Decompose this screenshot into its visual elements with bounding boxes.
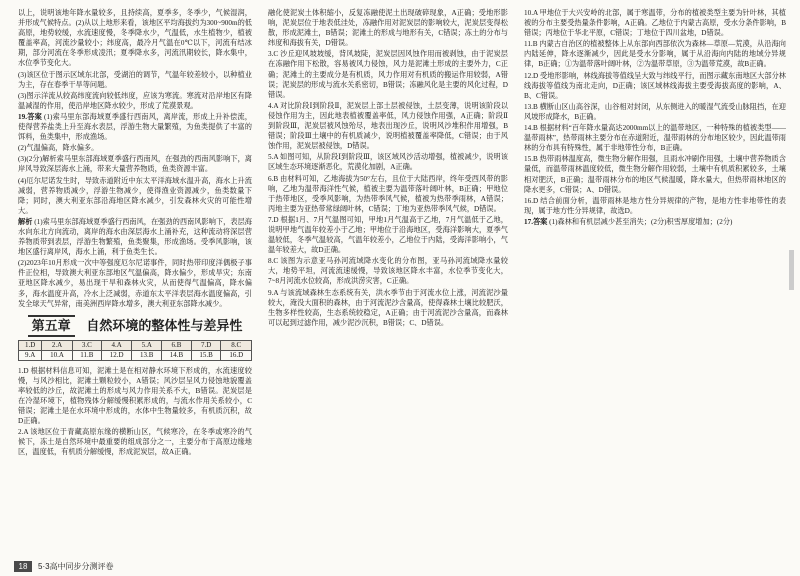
paragraph: (3)(2分)解析索马里东部海域夏季盛行西南风，在强劲的西南风影响下，离岸风导致深层海水上涌，带来大量营养物质，鱼类资源丰富。 [18, 155, 252, 174]
answer-table-row [19, 350, 252, 360]
analysis-label: 解析 [18, 217, 33, 226]
page-number: 18 [14, 561, 32, 572]
chapter-number: 第五章 [28, 315, 75, 337]
answer-cell: 8.C [221, 340, 252, 350]
paragraph: (3)该区位于图示区域东北部，受湖泊的调节，气温年较差较小，以种植业为主，存在春季干旱等问题。 [18, 70, 252, 89]
left-column-paragraphs [18, 8, 252, 111]
paragraph: 2.A 该地区位于青藏高原东缘的横断山区，气候寒冷，在冬季或寒冷的气候下，冻土是自然环境中最重要的组成部分之一，主要分布于高原边缘地区，温度低，有机质分解缓慢，形成泥炭层，故A正确。 [18, 428, 252, 457]
paragraph: 16.D 结合前面分析，温带雨林是地方性分异规律的产物，是地方性非地带性的表现，属于地方性分异规律，故选D。 [524, 196, 786, 215]
paragraph: 4.A 对比阶段Ⅰ到阶段Ⅱ，泥炭层上部土层被侵蚀，土层变薄，说明该阶段以侵蚀作用为主，因此地表植被覆盖率低，风力侵蚀作用强，A正确；阶段Ⅱ到阶段Ⅲ，泥炭层被风蚀殆尽，地表出现沙丘，说明风沙堆积作用增强，B错误；阶段Ⅲ土壤中的有机质减少，说明植被覆盖率降低，C错误；由于风蚀作用，泥炭层被侵蚀，D错误。 [268, 101, 508, 151]
paragraph: 15.B 热带雨林温度高，微生物分解作用强，且雨水冲刷作用强，土壤中营养物质含量低，而温带雨林温度较低，微生物分解作用较弱，土壤中有机质积累较多，土壤相对肥沃，B正确；温带雨林分布的地区气候温暖，降水量大，但热带雨林地区的降水更多，C错误；A、D错误。 [524, 155, 786, 194]
page-footer [0, 558, 800, 576]
paragraph: 8.C 该图为示意亚马孙河流域降水变化的分布图，亚马孙河流域降水量较大，地势平坦，河流流速缓慢，导致该地区降水丰富，水位季节变化大，7~8月河流水位较高，形成洪涝灾害，C正确。 [268, 257, 508, 286]
answer-text: (1)索马里东部海域夏季盛行西南风，离岸流，形成上升补偿流，使得营养盐类上升至海水表层，浮游生物大量繁殖，为鱼类提供了丰富的饵料，鱼类集中，形成渔场。 [18, 112, 252, 142]
answer-cell: 5.A [132, 340, 162, 350]
paragraph: 1.D 根据材料信息可知，泥滩土是在相对静水环境下形成的，水流速度较慢，与风沙相比，泥滩土颗粒较小，A错误；风沙层呈风力侵蚀地貌覆盖率较低的沙丘，故泥滩土的形成与风力作用关系不大，B错误。泥炭层是在冷湿环境下，植物残体分解缓慢积累形成的，与流水作用关系较小，C错误；泥滩土是在水环境中形成的，水体中生物量较多，有机质沉积，故D正确。 [18, 366, 252, 426]
paragraph: 14.B 根据材料“百年降水量高达2000mm以上的温带地区，一种特殊的植被类型——温带雨林”，热带雨林主要分布在赤道附近，温带雨林的分布地区较少，因此温带雨林的分布具有特殊性，属于非地带性分布，B正确。 [524, 124, 786, 153]
answer-table-row [19, 340, 252, 350]
answer-cell: 13.B [132, 350, 162, 360]
paragraph: 10.A 甲地位于大兴安岭的北部，属于寒温带，分布的植被类型主要为针叶林，其植被的分布主要受热量条件影响，A正确。乙地位于内蒙古高原，受水分条件影响，B错误；丙地位于华北平原，C错误；丁地位于四川盆地，D错误。 [524, 9, 786, 38]
paragraph: 5.A 如图可知，从阶段Ⅰ到阶段Ⅲ，该区域风沙活动增强，植被减少，说明该区域生态环境逐渐恶化，荒漠化加剧，A正确。 [268, 153, 508, 172]
answer-label: 19.答案 [18, 112, 42, 121]
paragraph: (2)2023年10月形成一次中等强度厄尔尼诺事件，同时热带印度洋偶极子事件正位相，导致澳大利亚东部地区气温偏高，降水偏少，形成旱灾；东南亚地区降水减少，易出现干旱和森林火灾，从而使得气温偏高，降水偏多，海水温度升高，冷水上泛减弱，赤道东太平洋表层海水温度偏高，引发全球天气异常，南美洲西岸降水增多，澳大利亚东部降水减少。 [18, 259, 252, 308]
answer-cell: 2.A [42, 340, 72, 350]
paragraph: 3.C 沙丘迎风坡坡缓，背风坡陡，泥炭层因风蚀作用而被剥蚀，由于泥炭层在冻融作用下松散，容易被风力侵蚀，风力是泥滩土形成的主要外力，C正确；泥滩土的主要成分是有机质，风力作用对有机质的搬运作用较弱，A错误；泥炭层的形成与流水关系密切，B错误；冻融风化是主要的风化过程，D错误。 [268, 50, 508, 99]
answer-cell: 7.D [191, 340, 221, 350]
paragraph: (2)气温偏高，降水偏多。 [18, 144, 99, 153]
answer-cell: 11.B [72, 350, 101, 360]
paragraph: 以上，说明该地年降水量较多，且持续高，夏季多，冬季少，气候湿润，并形成气候特点。(2)从以上地形来看，该地区平均海拔约为300~900m的低高原，地势较缓，水流速度慢，冬季降水少，气温低，水生植物少，植被覆盖率高，河流沙量较小；纬度高，最冷月气温在0℃以下，河流有结冰期，部分河流在冬季形成凌汛；夏季降水多，河流汛期较长，降水集中，水位季节变化大。 [18, 9, 252, 68]
question-19-answer [18, 112, 252, 142]
paragraph: 7.D 根据1月、7月气温图可知，甲地1月气温高于乙地，7月气温低于乙地，说明甲地气温年较差小于乙地；甲地位于沿海地区，受海洋影响大，夏季气温较低，冬季气温较高，气温年较差小，乙地位于内陆，受海洋影响小，气温年较差大，故D正确。 [268, 215, 508, 255]
answer-cell: 10.A [42, 350, 72, 360]
paragraph: (3)图示洋流从较高纬度流向较低纬度，应该为寒流。寒流对沿岸地区有降温减湿的作用，使沿岸地区降水较少，形成了荒漠景观。 [18, 91, 252, 110]
answer-cell: 9.A [19, 350, 42, 360]
paragraph: 13.B 横断山区山高谷深，山谷相对封闭，从东侧进入的暖湿气流受山脉阻挡，在迎风坡形成降水，B正确。 [524, 102, 786, 121]
answer-cell: 3.C [72, 340, 101, 350]
answer-cell: 12.D [101, 350, 131, 360]
page-edge-marker [789, 250, 794, 290]
series-title: 5·3高中同步分测评卷 [38, 562, 114, 571]
answer-label: 17.答案 [524, 217, 548, 226]
analysis-text: (1)索马里东部海域夏季盛行西南风，在强劲的西南风影响下，表层海水向东北方向流动，离岸的海水由深层海水上涌补充，这种流动将深层营养物质带到表层，浮游生物繁殖，鱼类聚集，形成渔场。受季风影响，该地区盛行离岸风，海水上涌，利于鱼类生长。 [18, 217, 252, 257]
answer-table [18, 340, 252, 361]
right-column [524, 8, 786, 554]
answer-cell: 14.B [162, 350, 192, 360]
analysis-block [18, 217, 252, 257]
answer-text: (1)森林和有机层减少甚至消失；(2分)积雪厚度增加；(2分) [549, 217, 733, 226]
answer-cell: 16.D [221, 350, 252, 360]
chapter-title: 自然环境的整体性与差异性 [86, 317, 243, 333]
question-17-answer [524, 217, 786, 227]
paragraph: 12.D 受地形影响，林线海拔等值线呈大致与纬线平行，而图示藏东南地区大部分林线海拔等值线为南北走向，D正确；该区域林线海拔主要受海拔高度的影响，A、B、C错误。 [524, 71, 786, 100]
paragraph: 9.A 与该流域森林生态系统有关，洪水季节由于河流水位上涨，河流泥沙量较大，淹没大面积的森林，由于河流泥沙含量高，使得森林土壤比较肥沃，生物多样性较高，生态系统较稳定，A正确；由于河流泥沙含量高，而森林可以起到过滤作用，减少泥沙沉积，B错误；C、D错误。 [268, 288, 508, 327]
answer-cell: 4.A [101, 340, 131, 350]
answer-cell: 1.D [19, 340, 42, 350]
paragraph: 6.B 由材料可知，乙地海拔为50°左右，且位于大陆西岸，终年受西风带的影响，乙地为温带海洋性气候，植被主要为温带落叶阔叶林，B正确；甲地位于热带地区，受季风影响，为热带季风气候，植被为热带季雨林，A错误；丙地主要为亚热带常绿阔叶林，C错误；丁地为亚热带季风气候，D错误。 [268, 174, 508, 213]
chapter-heading [18, 315, 252, 337]
paragraph: 融化使泥炭土体积缩小，反复冻融使泥土出现破碎现象，A正确；受地形影响，泥炭层位于地表低洼处，冻融作用对泥炭层的影响较大，泥炭层变得松散，形成泥滩土，B错误；泥滩土的形成与地形有关，C错误；冻土的分布与纬度和海拔有关，D错误。 [268, 9, 508, 48]
middle-column [268, 8, 508, 554]
answer-cell: 6.B [162, 340, 192, 350]
paragraph: (4)厄尔尼诺发生时，导致赤道附近中东太平洋海域水温升高，海水上升流减弱，营养物质减少，浮游生物减少，使得渔业资源减少，鱼类数量下降；同时，澳大利亚东部沿海地区降水减少，引发森林火灾的可能性增大。 [18, 176, 252, 215]
left-column [18, 8, 252, 554]
answer-cell: 15.B [191, 350, 221, 360]
paragraph: 11.B 内蒙古自治区的植被整体上从东部向西部依次为森林—草原—荒漠，从沿海向内陆延伸，降水逐渐减少，因此是受水分影响，属于从沿海向内陆的地域分异规律，B正确；①为温带落叶阔叶林，②为温带草原，③为温带荒漠，故B正确。 [524, 40, 786, 69]
